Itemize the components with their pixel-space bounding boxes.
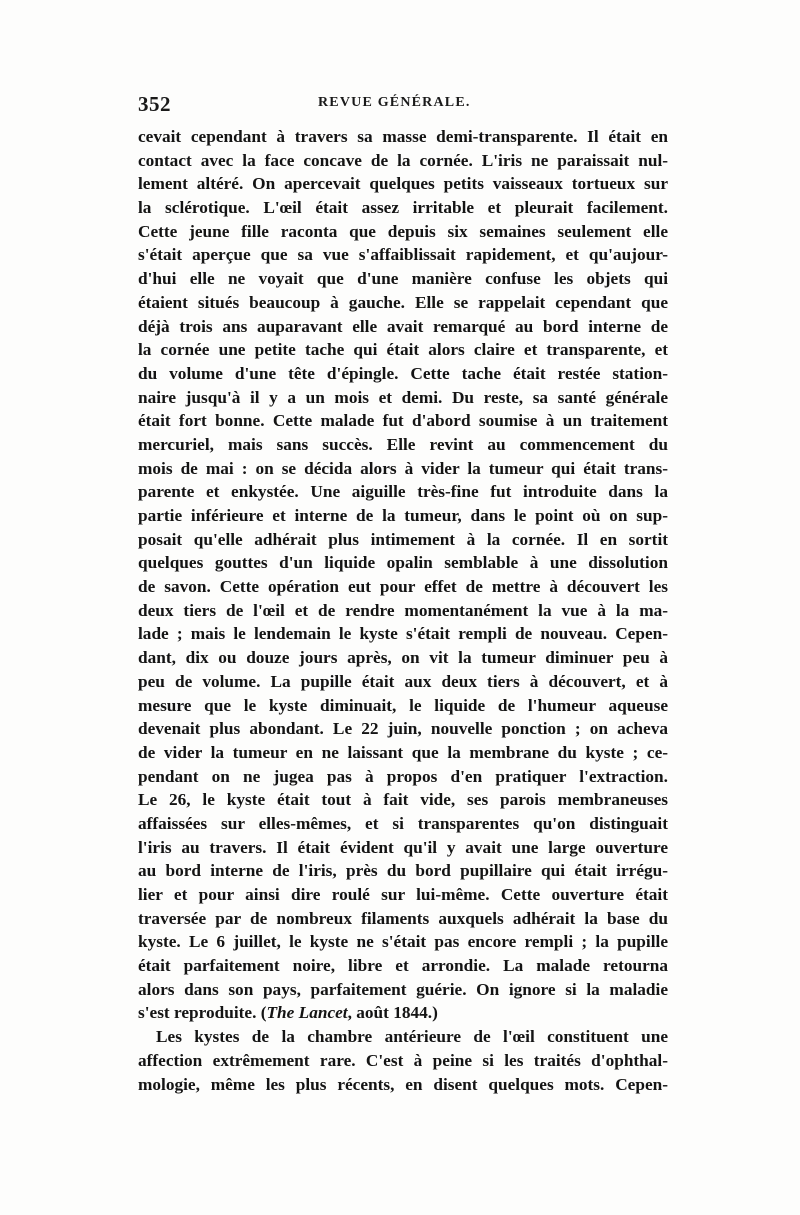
text-line: étaient situés beaucoup à gauche. Elle se rappelait cependant que	[138, 292, 668, 312]
text-line: mesure que le kyste diminuait, le liquide de l'humeur aqueuse	[138, 695, 668, 715]
text-line: Le 26, le kyste était tout à fait vide, ses parois membraneuses	[138, 790, 668, 810]
text-line: mercuriel, mais sans succès. Elle revint au commencement du	[138, 434, 668, 454]
text-line: la sclérotique. L'œil était assez irritable et pleurait facilement.	[138, 198, 668, 218]
text-line: contact avec la face concave de la cornée. L'iris ne paraissait nul-	[138, 150, 668, 170]
text-line: traversée par de nombreux filaments auxquels adhérait la base du	[138, 908, 668, 928]
body-text	[138, 125, 668, 1096]
citation-after: , août 1844.)	[347, 1003, 438, 1023]
text-line: partie inférieure et interne de la tumeur, dans le point où on sup-	[138, 506, 668, 525]
text-line: la cornée une petite tache qui était alors claire et transparente, et	[138, 340, 668, 360]
text-line: lement altéré. On apercevait quelques petits vaisseaux tortueux sur	[138, 174, 668, 194]
text-line: posait qu'elle adhérait plus intimement à la cornée. Il en sortit	[138, 529, 668, 549]
text-line: kyste. Le 6 juillet, le kyste ne s'était pas encore rempli ; la pupille	[138, 932, 668, 952]
text-line: deux tiers de l'œil et de rendre momentanément la vue à la ma-	[138, 600, 668, 620]
text-line: quelques gouttes d'un liquide opalin semblable à une dissolution	[138, 553, 668, 573]
text-line: affection extrêmement rare. C'est à peine si les traités d'ophthal-	[138, 1050, 668, 1070]
text-line: de savon. Cette opération eut pour effet de mettre à découvert les	[138, 577, 668, 597]
text-line: cevait cependant à travers sa masse demi-transparente. Il était en	[138, 127, 668, 146]
text-line: lier et pour ainsi dire roulé sur lui-même. Cette ouverture était	[138, 885, 668, 904]
text-line: parente et enkystée. Une aiguille très-fine fut introduite dans la	[138, 482, 668, 502]
text-line: peu de volume. La pupille était aux deux tiers à découvert, et à	[138, 671, 668, 691]
text-line: mois de mai : on se décida alors à vider la tumeur qui était trans-	[138, 458, 668, 478]
text-line: du volume d'une tête d'épingle. Cette tache était restée station-	[138, 363, 668, 383]
citation-before: s'est reproduite. (	[138, 1003, 267, 1023]
text-line: alors dans son pays, parfaitement guérie. On ignore si la maladie	[138, 979, 668, 999]
text-line: dant, dix ou douze jours après, on vit la tumeur diminuer peu à	[138, 648, 668, 668]
paragraph-first-line: Les kystes de la chambre antérieure de l'œil constituent une	[156, 1027, 668, 1047]
text-line: au bord interne de l'iris, près du bord pupillaire qui était irrégu-	[138, 861, 668, 881]
text-line: d'hui elle ne voyait que d'une manière confuse les objets qui	[138, 269, 668, 289]
journal-title: The Lancet	[266, 1003, 348, 1023]
page-number: 352	[138, 92, 171, 116]
text-line: s'était aperçue que sa vue s'affaiblissait rapidement, et qu'aujour-	[138, 245, 668, 265]
text-line: Cette jeune fille raconta que depuis six semaines seulement elle	[138, 221, 668, 241]
page-header	[138, 92, 668, 122]
text-line: pendant on ne jugea pas à propos d'en pratiquer l'extraction.	[138, 766, 668, 786]
text-line: lade ; mais le lendemain le kyste s'était rempli de nouveau. Cepen-	[138, 624, 668, 644]
text-line: mologie, même les plus récents, en disent quelques mots. Cepen-	[138, 1074, 668, 1094]
running-title: REVUE GÉNÉRALE.	[318, 95, 471, 110]
text-line: affaissées sur elles-mêmes, et si transparentes qu'on distinguait	[138, 813, 668, 833]
text-line: était parfaitement noire, libre et arrondie. La malade retourna	[138, 956, 668, 976]
citation-line	[138, 1001, 668, 1025]
text-line: devenait plus abondant. Le 22 juin, nouvelle ponction ; on acheva	[138, 719, 668, 739]
text-line: naire jusqu'à il y a un mois et demi. Du reste, sa santé générale	[138, 387, 668, 407]
text-line: de vider la tumeur en ne laissant que la membrane du kyste ; ce-	[138, 742, 668, 762]
text-line: déjà trois ans auparavant elle avait remarqué au bord interne de	[138, 316, 668, 336]
text-line: l'iris au travers. Il était évident qu'il y avait une large ouverture	[138, 837, 668, 857]
text-line: était fort bonne. Cette malade fut d'abord soumise à un traitement	[138, 411, 668, 431]
